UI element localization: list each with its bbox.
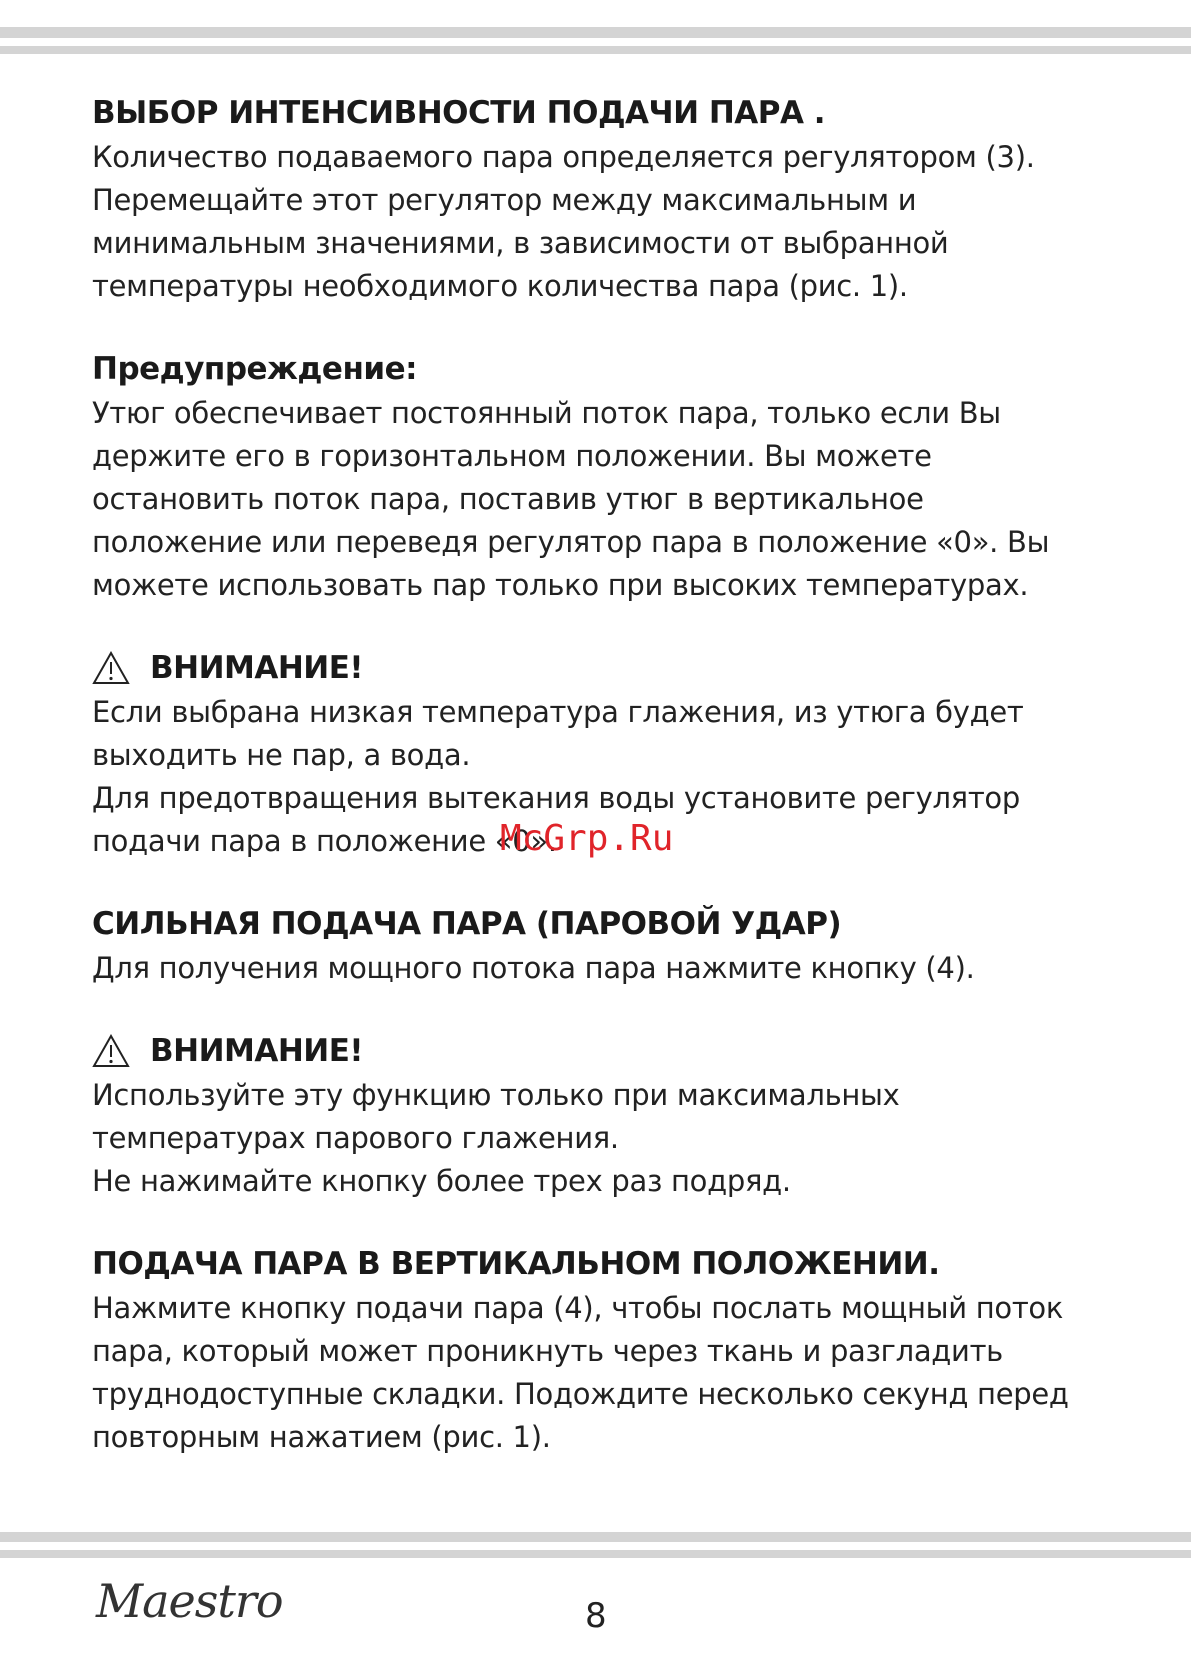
section-heading: ВЫБОР ИНТЕНСИВНОСТИ ПОДАЧИ ПАРА . <box>92 95 826 131</box>
paragraph-line: температурах парового глажения. <box>92 1121 619 1155</box>
paragraph-line: пара, который может проникнуть через ткань и разгладить <box>92 1334 1003 1368</box>
paragraph-line: можете использовать пар только при высоких температурах. <box>92 568 1029 602</box>
section-heading: ПОДАЧА ПАРА В ВЕРТИКАЛЬНОМ ПОЛОЖЕНИИ. <box>92 1246 940 1282</box>
paragraph-line: Используйте эту функцию только при максимальных <box>92 1078 900 1112</box>
maestro-logo: Maestro <box>96 1574 283 1628</box>
document-body <box>92 90 1092 1497</box>
section-vertical-steam <box>92 1241 1092 1459</box>
bottom-rule-2 <box>0 1550 1191 1558</box>
top-rule-2 <box>0 46 1191 54</box>
warning-heading <box>92 645 1092 691</box>
paragraph-line: подачи пара в положение «0». <box>92 824 557 858</box>
section-heading: Предупреждение: <box>92 351 418 387</box>
page-number: 8 <box>585 1596 607 1636</box>
bottom-rule-1 <box>0 1532 1191 1542</box>
paragraph-line: Утюг обеспечивает постоянный поток пара, только если Вы <box>92 396 1001 430</box>
section-caution <box>92 346 1092 607</box>
paragraph-line: Перемещайте этот регулятор между максимальным и <box>92 183 917 217</box>
section-heading: СИЛЬНАЯ ПОДАЧА ПАРА (ПАРОВОЙ УДАР) <box>92 906 842 942</box>
section-steam-intensity <box>92 90 1092 308</box>
paragraph-line: Не нажимайте кнопку более трех раз подряд. <box>92 1164 791 1198</box>
paragraph-line: держите его в горизонтальном положении. Вы можете <box>92 439 932 473</box>
watermark: McGrp.Ru <box>500 818 674 859</box>
warning-heading-text: ВНИМАНИЕ! <box>150 650 364 686</box>
warning-triangle-icon <box>92 651 130 685</box>
paragraph-line: Если выбрана низкая температура глажения, из утюга будет <box>92 695 1024 729</box>
warning-heading <box>92 1028 1092 1074</box>
paragraph-line: Для получения мощного потока пара нажмите кнопку (4). <box>92 951 975 985</box>
section-attention-burst <box>92 1028 1092 1203</box>
paragraph-line: остановить поток пара, поставив утюг в вертикальное <box>92 482 924 516</box>
paragraph-line: минимальным значениями, в зависимости от выбранной <box>92 226 949 260</box>
top-rule-1 <box>0 27 1191 38</box>
warning-heading-text: ВНИМАНИЕ! <box>150 1033 364 1069</box>
paragraph-line: выходить не пар, а вода. <box>92 738 471 772</box>
paragraph-line: положение или переведя регулятор пара в положение «0». Вы <box>92 525 1050 559</box>
paragraph-line: Нажмите кнопку подачи пара (4), чтобы послать мощный поток <box>92 1291 1064 1325</box>
paragraph-line: температуры необходимого количества пара (рис. 1). <box>92 269 908 303</box>
section-steam-burst <box>92 901 1092 990</box>
warning-triangle-icon <box>92 1034 130 1068</box>
paragraph-line: труднодоступные складки. Подождите несколько секунд перед <box>92 1377 1069 1411</box>
paragraph-line: Количество подаваемого пара определяется регулятором (3). <box>92 140 1035 174</box>
paragraph-line: повторным нажатием (рис. 1). <box>92 1420 551 1454</box>
paragraph-line: Для предотвращения вытекания воды установите регулятор <box>92 781 1020 815</box>
